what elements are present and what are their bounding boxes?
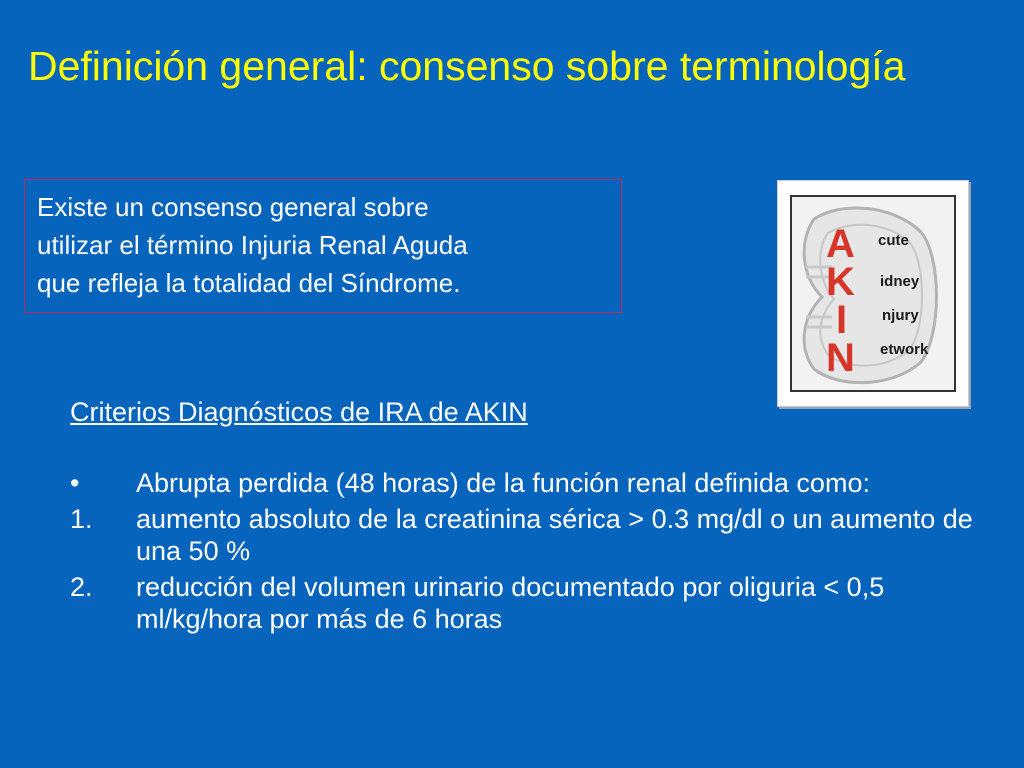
- criteria-item-text: Abrupta perdida (48 horas) de la función renal definida como:: [136, 468, 870, 498]
- consensus-text-box: [24, 179, 622, 313]
- akin-logo: [777, 180, 969, 407]
- criteria-heading: Criterios Diagnósticos de IRA de AKIN: [70, 397, 528, 427]
- logo-letter-i: I: [836, 298, 848, 342]
- number-marker: 1.: [70, 504, 93, 534]
- akin-logo-panel: [790, 195, 956, 392]
- criteria-item-2: [70, 571, 990, 635]
- logo-word-idney: idney: [880, 273, 920, 290]
- consensus-line: que refleja la totalidad del Síndrome.: [37, 268, 461, 298]
- criteria-section: [70, 393, 990, 635]
- number-marker: 2.: [70, 572, 93, 602]
- kidney-illustration: [792, 197, 956, 392]
- consensus-line: Existe un consenso general sobre: [37, 192, 429, 222]
- consensus-line: utilizar el término Injuria Renal Aguda: [37, 230, 468, 260]
- criteria-item-text: reducción del volumen urinario documentado por oliguria < 0,5 ml/kg/hora por más de 6 horas: [136, 572, 885, 634]
- logo-word-etwork: etwork: [880, 341, 929, 358]
- logo-letter-a: A: [826, 222, 855, 266]
- logo-word-cute: cute: [878, 232, 909, 249]
- logo-word-njury: njury: [882, 307, 919, 324]
- criteria-item-bullet: [70, 467, 990, 499]
- slide-title: Definición general: consenso sobre terminología: [28, 43, 906, 89]
- criteria-item-text: aumento absoluto de la creatinina sérica > 0.3 mg/dl o un aumento de una 50 %: [136, 504, 973, 566]
- logo-letter-k: K: [826, 260, 855, 304]
- criteria-item-1: [70, 503, 990, 567]
- bullet-marker: •: [70, 468, 80, 498]
- logo-letter-n: N: [826, 336, 855, 380]
